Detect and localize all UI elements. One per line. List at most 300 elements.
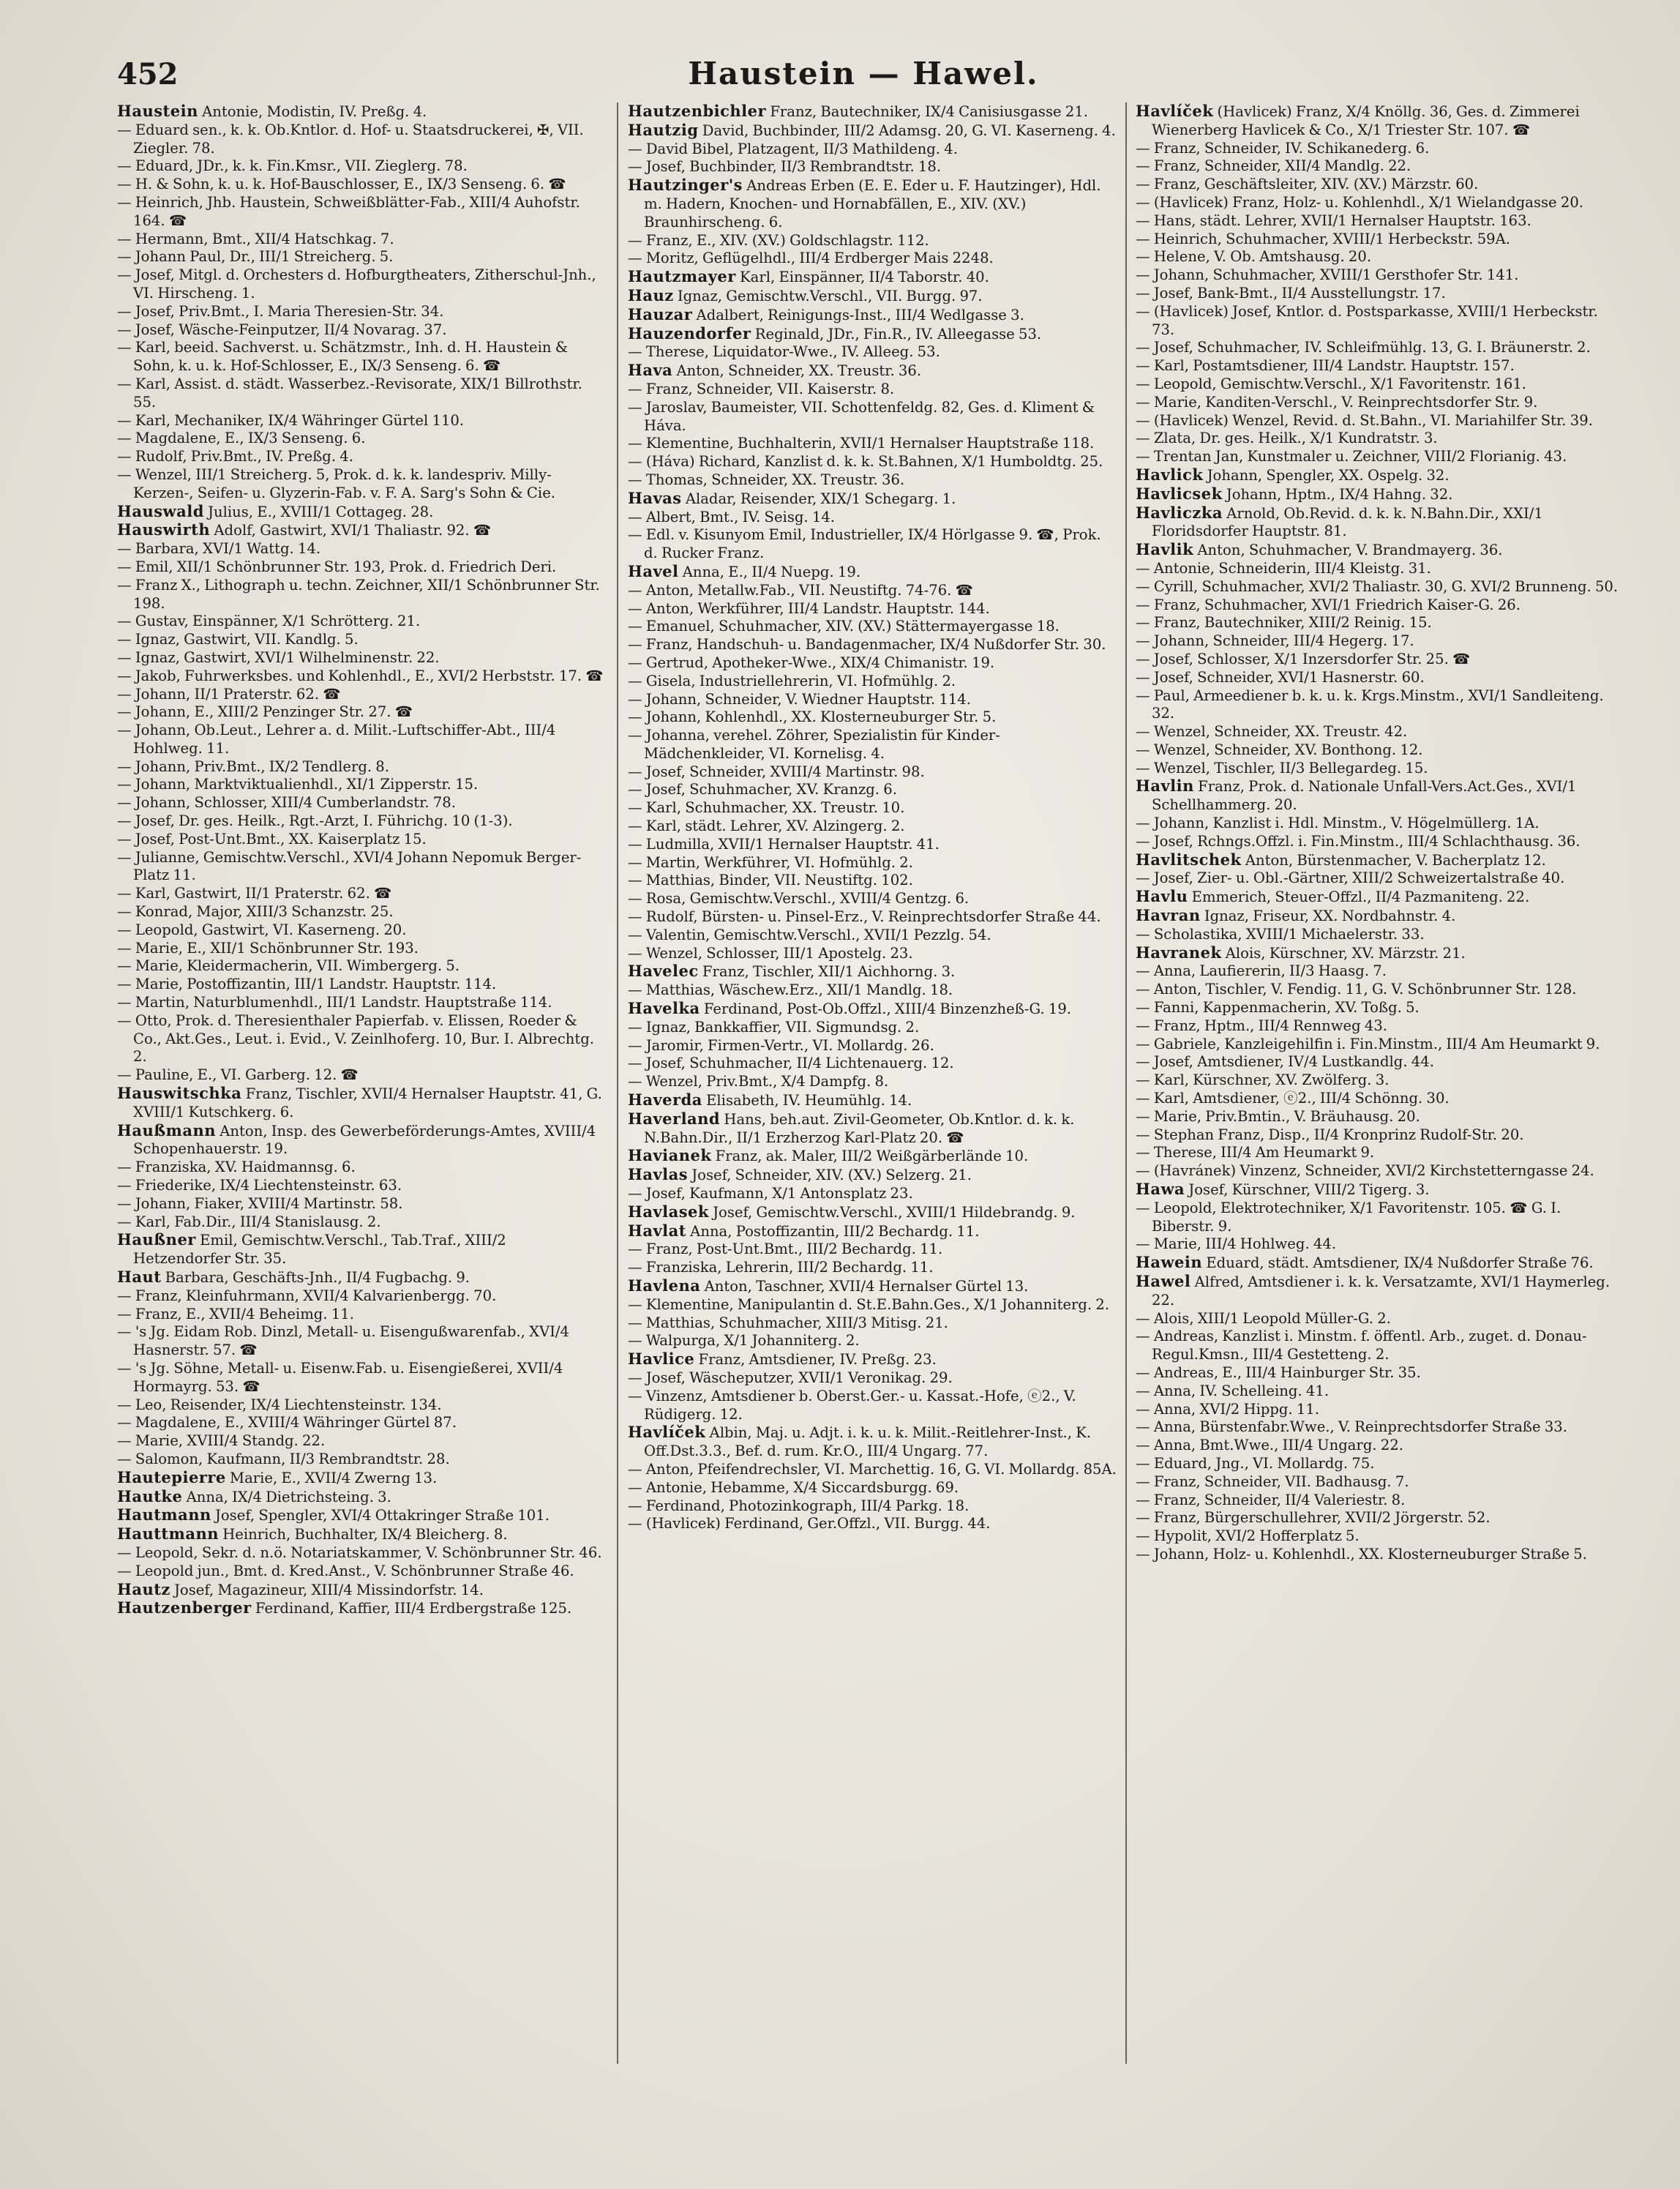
entry-text: — Karl, Kürschner, XV. Zwölferg. 3. <box>1136 1071 1390 1089</box>
entry-text: — Karl, Fab.Dir., III/4 Stanislausg. 2. <box>117 1213 381 1230</box>
entry-text: — Josef, Kaufmann, X/1 Antonsplatz 23. <box>628 1185 913 1202</box>
entry-text: — Wenzel, Priv.Bmt., X/4 Dampfg. 8. <box>628 1073 889 1090</box>
directory-entry <box>117 521 606 540</box>
entry-text: — Johann, Fiaker, XVIII/4 Martinstr. 58. <box>117 1194 403 1212</box>
directory-entry <box>628 526 1117 563</box>
entry-text: — (Havlicek) Ferdinand, Ger.Offzl., VII. Burgg. 44. <box>628 1515 991 1533</box>
directory-entry <box>117 703 606 722</box>
entry-text: Franz, Amtsdiener, IV. Preßg. 23. <box>698 1351 937 1369</box>
directory-entry <box>117 1506 606 1525</box>
directory-entry <box>117 102 606 121</box>
entry-surname: Havianek <box>628 1146 712 1165</box>
entry-text: — Josef, Priv.Bmt., I. Maria Theresien-Str. 34. <box>117 302 444 320</box>
column-2 <box>628 102 1117 2064</box>
directory-entry <box>628 471 1117 490</box>
directory-entry <box>117 1066 606 1085</box>
entry-surname: Havlicsek <box>1136 484 1223 503</box>
entry-surname: Hauttmann <box>117 1524 219 1543</box>
entry-text: — Franz, E., XIV. (XV.) Goldschlagstr. 112. <box>628 231 929 249</box>
directory-entry <box>1136 1053 1624 1071</box>
entry-surname: Haverda <box>628 1090 702 1110</box>
directory-entry <box>1136 833 1624 851</box>
entry-text: — Antonie, Hebamme, X/4 Siccardsburgg. 69. <box>628 1478 959 1496</box>
entry-text: — Josef, Post-Unt.Bmt., XX. Kaiserplatz 15. <box>117 830 427 847</box>
directory-entry <box>117 558 606 577</box>
directory-entry <box>117 1432 606 1451</box>
entry-surname: Havlice <box>628 1350 695 1369</box>
entry-text: — Karl, städt. Lehrer, XV. Alzingerg. 2. <box>628 817 905 835</box>
entry-text: — Franz, Geschäftsleiter, XIV. (XV.) Märzstr. 60. <box>1136 176 1479 193</box>
directory-entry <box>628 1000 1117 1019</box>
directory-entry <box>117 667 606 686</box>
entry-text: — Matthias, Wäschew.Erz., XII/1 Mandlg. 18. <box>628 981 953 999</box>
entry-surname: Haverland <box>628 1109 721 1128</box>
entry-text: Ignaz, Friseur, XX. Nordbahnstr. 4. <box>1204 908 1456 925</box>
directory-entry <box>628 1166 1117 1185</box>
entry-text: — Johann, Kohlenhdl., XX. Klosterneuburger Str. 5. <box>628 708 997 726</box>
entry-text: Ignaz, Gemischtw.Verschl., VII. Burgg. 97. <box>677 287 983 304</box>
directory-entry <box>628 945 1117 963</box>
directory-entry <box>1136 1328 1624 1364</box>
entry-text: Karl, Einspänner, II/4 Taborstr. 40. <box>740 269 989 286</box>
directory-entry <box>628 872 1117 890</box>
entry-surname: Havlin <box>1136 777 1194 796</box>
directory-entry <box>117 1177 606 1195</box>
entry-text: — Franz, Schneider, XII/4 Mandlg. 22. <box>1136 157 1411 175</box>
entry-text: — Franziska, Lehrerin, III/2 Bechardg. 11. <box>628 1259 934 1276</box>
directory-entry <box>1136 687 1624 724</box>
entry-text: — Josef, Schuhmacher, XV. Kranzg. 6. <box>628 781 897 798</box>
entry-text: Anton, Schneider, XX. Treustr. 36. <box>676 362 922 380</box>
directory-entry <box>628 654 1117 673</box>
directory-entry <box>117 303 606 321</box>
directory-entry <box>1136 1126 1624 1145</box>
entry-surname: Hautzmayer <box>628 267 736 286</box>
directory-entry <box>628 490 1117 509</box>
entry-text: — Antonie, Schneiderin, III/4 Kleistg. 31. <box>1136 559 1431 577</box>
entry-text: — 's Jg. Söhne, Metall- u. Eisenw.Fab. u. Eisengießerei, XVII/4 Hormayrg. 53. ☎ <box>117 1359 563 1395</box>
entry-surname: Hautmann <box>117 1505 211 1524</box>
entry-text: — Rudolf, Priv.Bmt., IV. Preßg. 4. <box>117 448 353 465</box>
entry-text: — Karl, Gastwirt, II/1 Praterstr. 62. ☎ <box>117 885 392 902</box>
entry-text: — Marie, XVIII/4 Standg. 22. <box>117 1432 326 1450</box>
entry-text: — Jaroslav, Baumeister, VII. Schottenfeldg. 82, Ges. d. Kliment & Háva. <box>628 398 1095 434</box>
entry-text: — Johann, Priv.Bmt., IX/2 Tendlerg. 8. <box>117 757 390 775</box>
directory-entry <box>628 908 1117 927</box>
entry-surname: Hauzar <box>628 304 693 323</box>
entry-text: — Stephan Franz, Disp., II/4 Kronprinz Rudolf-Str. 20. <box>1136 1126 1524 1143</box>
directory-entry <box>628 836 1117 854</box>
directory-entry <box>117 903 606 921</box>
page-header <box>117 51 1610 102</box>
directory-entry <box>628 600 1117 618</box>
entry-text: — Therese, Liquidator-Wwe., IV. Alleeg. 53. <box>628 343 940 361</box>
directory-entry <box>1136 651 1624 669</box>
directory-entry <box>1136 485 1624 504</box>
entry-text: — Otto, Prok. d. Theresienthaler Papierfab. v. Elissen, Roeder & Co., Akt.Ges., Leut. i. Evid., V. Zeinlhoferg. 10, Bur. I. Albrechtg. 2. <box>117 1011 594 1066</box>
directory-entry <box>1136 339 1624 357</box>
entry-text: — Friederike, IX/4 Liechtensteinstr. 63. <box>117 1177 402 1194</box>
directory-entry <box>1136 944 1624 963</box>
directory-entry <box>1136 1546 1624 1564</box>
entry-text: — Leopold, Sekr. d. n.ö. Notariatskammer, V. Schönbrunner Str. 46. <box>117 1543 602 1561</box>
directory-entry <box>1136 815 1624 833</box>
directory-entry <box>117 1581 606 1600</box>
directory-entry <box>1136 176 1624 194</box>
directory-entry <box>628 1055 1117 1073</box>
entry-text: — Heinrich, Jhb. Haustein, Schweißblätter-Fab., XIII/4 Auhofstr. 164. ☎ <box>117 193 580 229</box>
entry-text: Antonie, Modistin, IV. Preßg. 4. <box>202 103 427 120</box>
entry-text: — Josef, Schuhmacher, IV. Schleifmühlg. 13, G. I. Bräunerstr. 2. <box>1136 339 1591 356</box>
entry-text: Josef, Schneider, XIV. (XV.) Selzerg. 21. <box>691 1167 972 1184</box>
directory-entry <box>117 1563 606 1581</box>
directory-entry <box>628 325 1117 344</box>
entry-text: — Julianne, Gemischtw.Verschl., XVI/4 Johann Nepomuk Berger-Platz 11. <box>117 848 582 884</box>
column-divider <box>617 102 618 2064</box>
entry-text: Arnold, Ob.Revid. d. k. k. N.Bahn.Dir., XXI/1 Floridsdorfer Hauptstr. 81. <box>1152 504 1543 540</box>
entry-text: — Hypolit, XVI/2 Hofferplatz 5. <box>1136 1527 1360 1545</box>
entry-text: David, Buchbinder, III/2 Adamsg. 20, G. VI. Kaserneng. 4. <box>702 121 1116 139</box>
directory-entry <box>628 1388 1117 1424</box>
entry-text: Aladar, Reisender, XIX/1 Schegarg. 1. <box>685 490 956 507</box>
entry-text: — Leopold jun., Bmt. d. Kred.Anst., V. Schönbrunner Straße 46. <box>117 1562 574 1579</box>
page-number: 452 <box>117 57 179 91</box>
entry-text: — Marie, E., XII/1 Schönbrunner Str. 193. <box>117 939 419 957</box>
entry-text: — (Havlicek) Wenzel, Revid. d. St.Bahn., VI. Mariahilfer Str. 39. <box>1136 411 1593 429</box>
directory-entry <box>117 994 606 1012</box>
entry-text: — Eduard, JDr., k. k. Fin.Kmsr., VII. Zieglerg. 78. <box>117 157 468 175</box>
directory-entry <box>628 708 1117 727</box>
directory-entry <box>628 962 1117 981</box>
entry-text: — Wenzel, III/1 Streicherg. 5, Prok. d. k. k. landespriv. Milly-Kerzen-, Seifen- u. Glyzerin-Fab. v. F. A. Sarg's Sohn & Cie. <box>117 465 556 501</box>
entry-text: — Wenzel, Schneider, XX. Treustr. 42. <box>1136 723 1408 741</box>
entry-text: — Johann, Schneider, III/4 Hegerg. 17. <box>1136 632 1414 650</box>
directory-entry <box>628 582 1117 600</box>
entry-text: — Emil, XII/1 Schönbrunner Str. 193, Prok. d. Friedrich Deri. <box>117 558 557 575</box>
entry-text: Reginald, JDr., Fin.R., IV. Alleegasse 53. <box>754 325 1042 343</box>
directory-entry <box>1136 466 1624 485</box>
directory-entry <box>628 1185 1117 1203</box>
directory-entry <box>1136 1492 1624 1510</box>
entry-text: — Albert, Bmt., IV. Seisg. 14. <box>628 508 836 525</box>
entry-text: — Marie, III/4 Hohlweg. 44. <box>1136 1235 1337 1253</box>
entry-text: Franz, Bautechniker, IX/4 Canisiusgasse 21. <box>770 103 1089 120</box>
directory-entry <box>628 1515 1117 1533</box>
entry-text: — David Bibel, Platzagent, II/3 Mathildeng. 4. <box>628 140 958 157</box>
entry-surname: Havlasek <box>628 1202 709 1221</box>
entry-text: — Johann, Ob.Leut., Lehrer a. d. Milit.-Luftschiffer-Abt., III/4 Hohlweg. 11. <box>117 722 556 757</box>
directory-entry <box>117 430 606 448</box>
directory-entry <box>628 1091 1117 1110</box>
directory-entry <box>117 412 606 430</box>
entry-text: — Eduard, Jng., VI. Mollardg. 75. <box>1136 1454 1375 1472</box>
directory-entry <box>628 1222 1117 1241</box>
directory-entry <box>1136 430 1624 448</box>
directory-entry <box>628 250 1117 268</box>
directory-entry <box>1136 157 1624 176</box>
entry-text: — Wenzel, Schneider, XV. Bonthong. 12. <box>1136 741 1423 758</box>
entry-text: — Paul, Armeediener b. k. u. k. Krgs.Minstm., XVI/1 Sandleiteng. 32. <box>1136 686 1604 722</box>
directory-entry <box>1136 1200 1624 1236</box>
entry-text: — Zlata, Dr. ges. Heilk., X/1 Kundratstr. 3. <box>1136 430 1438 447</box>
directory-entry <box>1136 1382 1624 1401</box>
entry-text: — Edl. v. Kisunyom Emil, Industrieller, IX/4 Hörlgasse 9. ☎, Prok. d. Rucker Franz. <box>628 526 1101 562</box>
entry-text: — Magdalene, E., XVIII/4 Währinger Gürtel 87. <box>117 1414 457 1432</box>
directory-entry <box>1136 907 1624 926</box>
entry-text: — Anton, Metallw.Fab., VII. Neustiftg. 74-76. ☎ <box>628 581 974 599</box>
entry-text: — Jaromir, Firmen-Vertr., VI. Mollardg. 26. <box>628 1036 934 1054</box>
entry-surname: Hauzendorfer <box>628 323 751 343</box>
directory-entry <box>1136 669 1624 687</box>
directory-entry <box>1136 1162 1624 1180</box>
entry-surname: Havliczka <box>1136 503 1223 522</box>
directory-entry <box>117 1599 606 1618</box>
entry-text: — Magdalene, E., IX/3 Senseng. 6. <box>117 430 366 447</box>
directory-entry <box>628 1497 1117 1516</box>
directory-entry <box>117 812 606 831</box>
directory-entry <box>628 1110 1117 1148</box>
directory-entry <box>1136 560 1624 578</box>
entry-text: — Josef, Schneider, XVI/1 Hasnerstr. 60. <box>1136 668 1425 686</box>
entry-text: Alois, Kürschner, XV. Märzstr. 21. <box>1225 944 1466 962</box>
directory-entry <box>1136 777 1624 815</box>
directory-entry <box>1136 248 1624 266</box>
entry-text: — Ignaz, Bankkaffier, VII. Sigmundsg. 2. <box>628 1018 920 1036</box>
entry-text: — Josef, Rchngs.Offzl. i. Fin.Minstm., III/4 Schlachthausg. 36. <box>1136 832 1580 850</box>
entry-surname: Hauswald <box>117 501 204 520</box>
directory-entry <box>628 799 1117 817</box>
entry-surname: Havlíček <box>1136 102 1214 120</box>
entry-text: — Hermann, Bmt., XII/4 Hatschkag. 7. <box>117 230 394 247</box>
directory-entry <box>1136 266 1624 285</box>
directory-entry <box>1136 1071 1624 1090</box>
entry-text: — Josef, Buchbinder, II/3 Rembrandtstr. 18. <box>628 158 942 176</box>
entry-surname: Haustein <box>117 102 198 120</box>
directory-entry <box>628 618 1117 636</box>
entry-surname: Havlick <box>1136 465 1204 484</box>
entry-surname: Hava <box>628 361 673 380</box>
directory-entry <box>117 231 606 249</box>
entry-text: — Anna, Bürstenfabr.Wwe., V. Reinprechtsdorfer Straße 33. <box>1136 1418 1567 1436</box>
directory-entry <box>628 435 1117 453</box>
directory-entry <box>628 727 1117 763</box>
directory-entry <box>117 776 606 794</box>
entry-text: — Marie, Postoffizantin, III/1 Landstr. Hauptstr. 114. <box>117 976 497 993</box>
directory-entry <box>117 1360 606 1396</box>
entry-text: — Johann, Marktviktualienhdl., XI/1 Zipperstr. 15. <box>117 776 479 793</box>
directory-entry <box>117 1451 606 1469</box>
directory-entry <box>1136 1401 1624 1419</box>
directory-entry <box>1136 596 1624 615</box>
directory-entry <box>628 121 1117 141</box>
entry-text: — Karl, Schuhmacher, XX. Treustr. 10. <box>628 799 905 817</box>
entry-text: Ferdinand, Kaffier, III/4 Erdbergstraße 125. <box>255 1600 572 1617</box>
entry-text: — (Háva) Richard, Kanzlist d. k. k. St.Bahnen, X/1 Humboldtg. 25. <box>628 453 1103 471</box>
entry-text: Franz, ak. Maler, III/2 Weißgärberlände 10. <box>715 1148 1029 1165</box>
directory-entry <box>1136 1437 1624 1455</box>
directory-entry <box>117 957 606 976</box>
directory-entry <box>117 248 606 266</box>
directory-entry <box>1136 140 1624 158</box>
entry-text: — Therese, III/4 Am Heumarkt 9. <box>1136 1144 1375 1161</box>
directory-entry <box>628 854 1117 872</box>
entry-text: Johann, Hptm., IX/4 Hahng. 32. <box>1226 485 1453 503</box>
entry-text: — Johann, Holz- u. Kohlenhdl., XX. Klosterneuburger Straße 5. <box>1136 1545 1587 1563</box>
entry-text: Andreas Erben (E. E. Eder u. F. Hautzinger), Hdl. m. Hadern, Knochen- und Hornabfällen, E., XIV. (XV.) Braunhirscheng. 6. <box>644 177 1101 231</box>
directory-entry <box>1136 1364 1624 1382</box>
directory-entry <box>117 339 606 375</box>
entry-surname: Havel <box>628 561 679 580</box>
entry-text: — Rudolf, Bürsten- u. Pinsel-Erz., V. Reinprechtsdorfer Straße 44. <box>628 908 1101 926</box>
entry-text: — Andreas, E., III/4 Hainburger Str. 35. <box>1136 1363 1421 1381</box>
entry-surname: Hautke <box>117 1486 183 1505</box>
directory-entry <box>117 1159 606 1177</box>
directory-entry <box>1136 1235 1624 1254</box>
directory-entry <box>117 466 606 503</box>
entry-text: — Ferdinand, Photozinkograph, III/4 Parkg. 18. <box>628 1497 970 1514</box>
entry-text: — Karl, Postamtsdiener, III/4 Landstr. Hauptstr. 157. <box>1136 357 1515 375</box>
running-head: Haustein — Hawel. <box>688 56 1039 91</box>
entry-text: Elisabeth, IV. Heumühlg. 14. <box>706 1092 912 1110</box>
entry-text: — Josef, Schlosser, X/1 Inzersdorfer Str. 25. ☎ <box>1136 650 1471 667</box>
entry-surname: Hawel <box>1136 1272 1191 1290</box>
entry-text: — Wenzel, Tischler, II/3 Bellegardeg. 15. <box>1136 759 1428 777</box>
directory-entry <box>117 758 606 777</box>
entry-surname: Hauswitschka <box>117 1084 242 1103</box>
directory-entry <box>628 1073 1117 1091</box>
entry-text: — Anna, IV. Schelleing. 41. <box>1136 1382 1330 1399</box>
directory-entry <box>117 921 606 940</box>
directory-entry <box>117 1306 606 1324</box>
entry-surname: Haußner <box>117 1230 196 1249</box>
entry-text: — Josef, Schuhmacher, II/4 Lichtenauerg. 12. <box>628 1055 954 1072</box>
entry-text: — Emanuel, Schuhmacher, XIV. (XV.) Stättermayergasse 18. <box>628 618 1060 635</box>
directory-entry <box>628 1350 1117 1369</box>
entry-text: — Fanni, Kappenmacherin, XV. Toßg. 5. <box>1136 999 1420 1017</box>
directory-entry <box>628 763 1117 782</box>
directory-entry <box>628 1369 1117 1388</box>
entry-text: — Helene, V. Ob. Amtshausg. 20. <box>1136 248 1372 266</box>
entry-text: — Josef, Wäscheputzer, XVII/1 Veronikag. 29. <box>628 1369 953 1386</box>
directory-entry <box>1136 231 1624 249</box>
entry-text: — Ignaz, Gastwirt, VII. Kandlg. 5. <box>117 631 359 648</box>
directory-entry <box>1136 760 1624 778</box>
directory-entry <box>117 1414 606 1432</box>
directory-entry <box>628 1332 1117 1350</box>
entry-text: Heinrich, Buchhalter, IX/4 Bleicherg. 8. <box>222 1526 508 1543</box>
entry-text: — Pauline, E., VI. Garberg. 12. ☎ <box>117 1066 359 1084</box>
directory-entry <box>628 981 1117 1000</box>
directory-entry <box>1136 999 1624 1017</box>
entry-text: — Eduard sen., k. k. Ob.Kntlor. d. Hof- u. Staatsdruckerei, ✠, VII. Ziegler. 78. <box>117 121 584 157</box>
entry-text: — Johann, II/1 Praterstr. 62. ☎ <box>117 685 341 703</box>
entry-text: — Johann, Schneider, V. Wiedner Hauptstr. 114. <box>628 690 971 708</box>
entry-text: — Leopold, Gastwirt, VI. Kaserneng. 20. <box>117 921 407 938</box>
directory-entry <box>117 649 606 667</box>
entry-text: Anna, IX/4 Dietrichsteing. 3. <box>186 1488 391 1505</box>
entry-text: — Thomas, Schneider, XX. Treustr. 36. <box>628 471 905 488</box>
entry-text: Anna, Postoffizantin, III/2 Bechardg. 11. <box>690 1222 980 1240</box>
entry-text: — Hans, städt. Lehrer, XVII/1 Hernalser Hauptstr. 163. <box>1136 212 1531 229</box>
entry-text: Albin, Maj. u. Adjt. i. k. u. k. Milit.-Reitlehrer-Inst., K. Off.Dst.3.3., Bef. d. rum. Kr.O., III/4 Ungarg. 77. <box>644 1424 1092 1460</box>
entry-text: — Alois, XIII/1 Leopold Müller-G. 2. <box>1136 1309 1391 1327</box>
directory-entry <box>628 232 1117 250</box>
directory-entry <box>1136 448 1624 466</box>
directory-entry <box>628 927 1117 945</box>
entry-surname: Havlas <box>628 1165 689 1184</box>
directory-entry <box>628 1037 1117 1055</box>
directory-entry <box>1136 741 1624 760</box>
entry-text: — Matthias, Binder, VII. Neustiftg. 102. <box>628 872 913 889</box>
directory-entry <box>1136 504 1624 542</box>
directory-entry <box>1136 1144 1624 1162</box>
entry-text: — Leo, Reisender, IX/4 Liechtensteinstr. 134. <box>117 1396 442 1413</box>
entry-text: — Moritz, Geflügelhdl., III/4 Erdberger Mais 2248. <box>628 250 994 267</box>
directory-entry <box>117 794 606 812</box>
entry-text: — Josef, Mitgl. d. Orchesters d. Hofburgtheaters, Zitherschul-Jnh., VI. Hirscheng. 1. <box>117 266 596 302</box>
directory-entry <box>628 141 1117 159</box>
entry-text: — Heinrich, Schuhmacher, XVIII/1 Herbeckstr. 59A. <box>1136 230 1511 247</box>
directory-entry <box>628 453 1117 471</box>
directory-entry <box>628 268 1117 287</box>
entry-text: — Josef, Wäsche-Feinputzer, II/4 Novarag. 37. <box>117 321 447 338</box>
directory-entry <box>117 831 606 849</box>
entry-text: — Gertrud, Apotheker-Wwe., XIX/4 Chimanistr. 19. <box>628 654 995 671</box>
entry-text: Barbara, Geschäfts-Jnh., II/4 Fugbachg. 9. <box>165 1269 470 1286</box>
entry-text: — Franz, Schneider, VII. Badhausg. 7. <box>1136 1473 1409 1490</box>
directory-entry <box>117 686 606 704</box>
directory-entry <box>628 1147 1117 1166</box>
directory-entry <box>628 563 1117 582</box>
column-1 <box>117 102 606 2064</box>
entry-text: — (Havlicek) Josef, Kntlor. d. Postsparkasse, XVIII/1 Herbeckstr. 73. <box>1136 302 1598 338</box>
directory-entry <box>117 1268 606 1287</box>
directory-entry <box>117 194 606 231</box>
directory-entry <box>628 691 1117 709</box>
entry-text: — Konrad, Major, XIII/3 Schanzstr. 25. <box>117 903 394 921</box>
entry-text: — Josef, Zier- u. Obl.-Gärtner, XIII/2 Schweizertalstraße 40. <box>1136 869 1565 887</box>
directory-entry <box>1136 1527 1624 1546</box>
entry-text: Anton, Taschner, XVII/4 Hernalser Gürtel 13. <box>704 1278 1029 1295</box>
entry-text: — 's Jg. Eidam Rob. Dinzl, Metall- u. Eisengußwarenfab., XVI/4 Hasnerstr. 57. ☎ <box>117 1323 569 1359</box>
directory-entry <box>1136 1180 1624 1200</box>
entry-text: — Franz, Schuhmacher, XVI/1 Friedrich Kaiser-G. 26. <box>1136 596 1520 613</box>
directory-entry <box>1136 1455 1624 1473</box>
entry-surname: Hauz <box>628 285 674 304</box>
directory-entry <box>1136 375 1624 394</box>
entry-text: Josef, Magazineur, XIII/4 Missindorfstr. 14. <box>174 1581 484 1598</box>
entry-text: — Gabriele, Kanzleigehilfin i. Fin.Minstm., III/4 Am Heumarkt 9. <box>1136 1035 1600 1052</box>
entry-text: — Franz, Hptm., III/4 Rennweg 43. <box>1136 1017 1388 1034</box>
directory-entry <box>1136 212 1624 231</box>
directory-entry <box>1136 303 1624 340</box>
directory-entry <box>628 1296 1117 1314</box>
directory-entry <box>1136 1036 1624 1054</box>
directory-entry <box>1136 357 1624 375</box>
entry-text: — Anna, Laufiererin, II/3 Haasg. 7. <box>1136 962 1387 980</box>
directory-entry <box>117 157 606 176</box>
directory-entry <box>628 890 1117 908</box>
directory-entry <box>628 399 1117 435</box>
entry-text: — Vinzenz, Amtsdiener b. Oberst.Ger.- u. Kassat.-Hofe, ⓔ2., V. Rüdigerg. 12. <box>628 1387 1076 1423</box>
directory-entry <box>1136 962 1624 981</box>
entry-surname: Havas <box>628 488 682 507</box>
entry-text: — Karl, Amtsdiener, ⓔ2., III/4 Schönng. 30. <box>1136 1090 1450 1107</box>
entry-text: — Jakob, Fuhrwerksbes. und Kohlenhdl., E., XVI/2 Herbststr. 17. ☎ <box>117 667 604 684</box>
directory-entry <box>628 1259 1117 1277</box>
entry-text: — Johann, Schlosser, XIII/4 Cumberlandstr. 78. <box>117 794 456 812</box>
directory-entry <box>117 540 606 558</box>
